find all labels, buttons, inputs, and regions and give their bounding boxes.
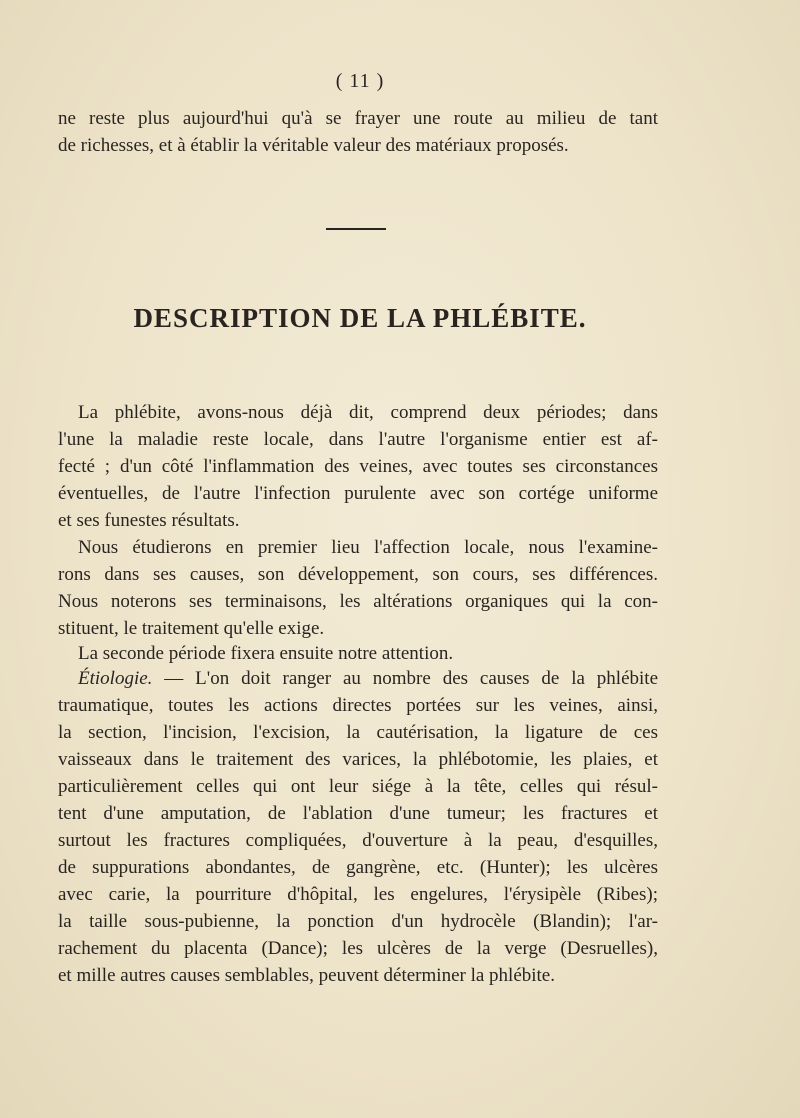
text-line: la taille sous-pubienne, la ponction d'un hydrocèle (Blandin); l'ar- bbox=[58, 911, 658, 932]
text-line: Nous noterons ses terminaisons, les altérations organiques qui la con- bbox=[58, 591, 658, 612]
text-line: l'une la maladie reste locale, dans l'autre l'organisme entier est af- bbox=[58, 429, 658, 450]
text-line: rachement du placenta (Dance); les ulcères de la verge (Desruelles), bbox=[58, 938, 658, 959]
text-line: ne reste plus aujourd'hui qu'à se frayer une route au milieu de tant bbox=[58, 108, 658, 129]
text-line: La seconde période fixera ensuite notre attention. bbox=[78, 643, 454, 664]
text-line: et mille autres causes semblables, peuvent déterminer la phlébite. bbox=[58, 965, 555, 986]
text-line: la section, l'incision, l'excision, la cautérisation, la ligature de ces bbox=[58, 722, 658, 743]
text-line: La phlébite, avons-nous déjà dit, comprend deux périodes; dans bbox=[78, 402, 658, 423]
text-line: fecté ; d'un côté l'inflammation des veines, avec toutes ses circonstances bbox=[58, 456, 658, 477]
text-line: stituent, le traitement qu'elle exige. bbox=[58, 618, 325, 639]
text-line: éventuelles, de l'autre l'infection purulente avec son cortége uniforme bbox=[58, 483, 658, 504]
text-line: de richesses, et à établir la véritable valeur des matériaux proposés. bbox=[58, 135, 569, 156]
text-line: Nous étudierons en premier lieu l'affection locale, nous l'examine- bbox=[78, 537, 658, 558]
text-line: tent d'une amputation, de l'ablation d'une tumeur; les fractures et bbox=[58, 803, 658, 824]
section-heading: DESCRIPTION DE LA PHLÉBITE. bbox=[133, 303, 587, 333]
section-divider bbox=[326, 228, 386, 230]
text-line-etiologie bbox=[78, 666, 658, 692]
text-line: et ses funestes résultats. bbox=[58, 510, 240, 531]
text-line: surtout les fractures compliquées, d'ouverture à la peau, d'esquilles, bbox=[58, 830, 658, 851]
text-line: particulièrement celles qui ont leur siége à la tête, celles qui résul- bbox=[58, 776, 658, 797]
text-line: traumatique, toutes les actions directes portées sur les veines, ainsi, bbox=[58, 695, 658, 716]
page-number: ( 11 ) bbox=[335, 70, 385, 92]
etiologie-label: Étiologie. bbox=[78, 668, 153, 689]
text-line: vaisseaux dans le traitement des varices, la phlébotomie, les plaies, et bbox=[58, 749, 658, 770]
text-line: rons dans ses causes, son développement, son cours, ses différences. bbox=[58, 564, 658, 585]
text-line: de suppurations abondantes, de gangrène, etc. (Hunter); les ulcères bbox=[58, 857, 658, 878]
etiologie-text: — L'on doit ranger au nombre des causes de la phlébite bbox=[152, 668, 658, 689]
text-line: avec carie, la pourriture d'hôpital, les engelures, l'érysipèle (Ribes); bbox=[58, 884, 658, 905]
